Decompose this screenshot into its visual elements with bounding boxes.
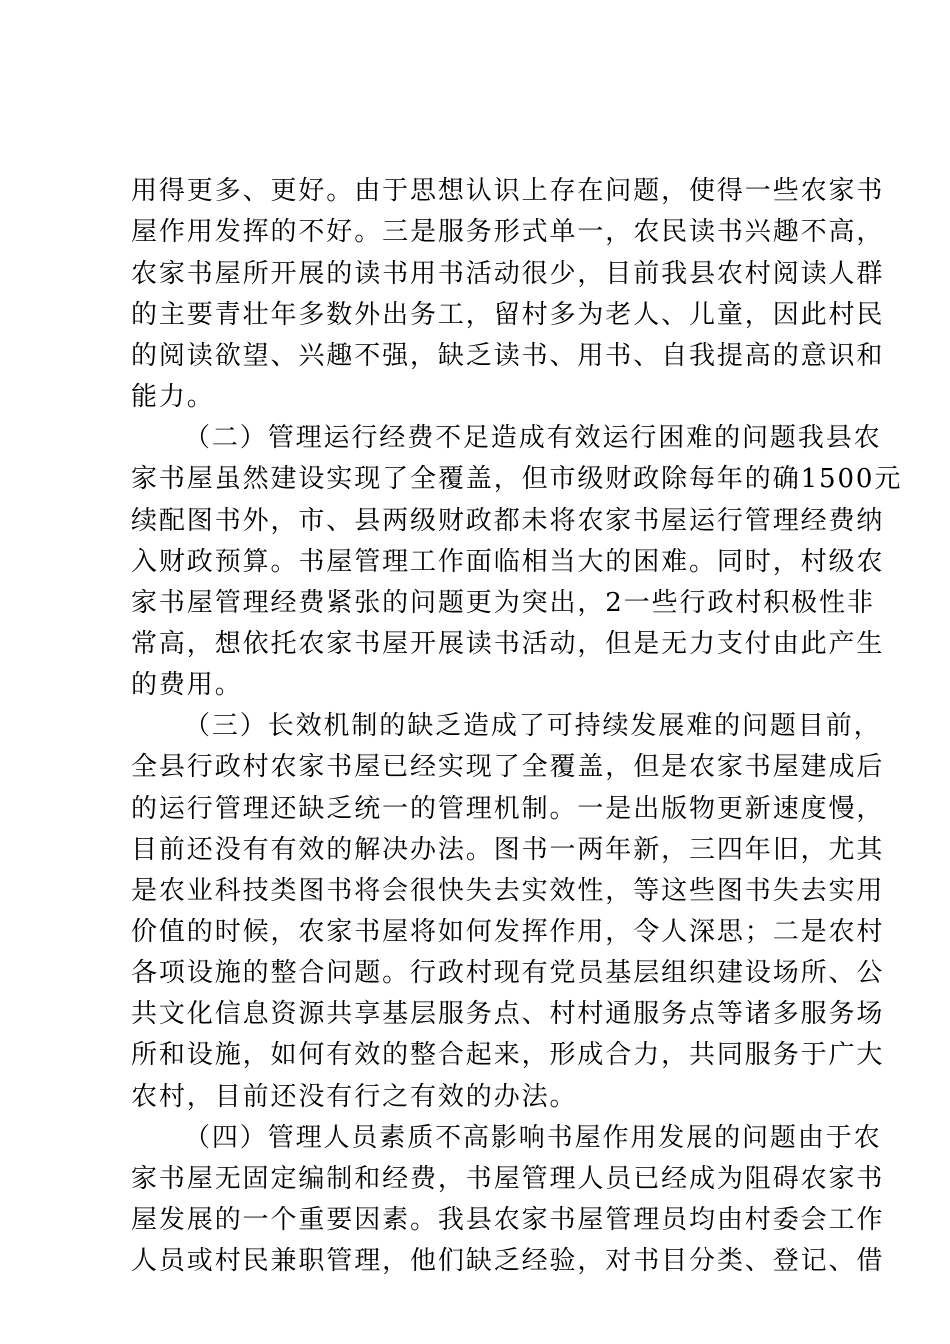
text-line: 是农业科技类图书将会很快失去实效性，等这些图书失去实用 [131,876,885,906]
text-line: 目前还没有有效的解决办法。图书一两年新，三四年旧，尤其 [131,835,885,865]
text-line: 的运行管理还缺乏统一的管理机制。一是出版物更新速度慢， [131,794,885,824]
paragraph-heading-4: （四）管理人员素质不高影响书屋作用发展的问题由于农 [184,1123,882,1153]
text-line: 家书屋无固定编制和经费，书屋管理人员已经成为阻碍农家书 [131,1164,885,1194]
text-line: 入财政预算。书屋管理工作面临相当大的困难。同时，村级农 [131,547,885,577]
paragraph-heading-3: （三）长效机制的缺乏造成了可持续发展难的问题目前， [184,711,882,741]
text-line: 续配图书外，市、县两级财政都未将农家书屋运行管理经费纳 [131,506,885,536]
text-line: 农家书屋所开展的读书用书活动很少，目前我县农村阅读人群 [131,259,885,289]
text-line: 所和设施，如何有效的整合起来，形成合力，共同服务于广大 [131,1040,885,1070]
text-line: 共文化信息资源共享基层服务点、村村通服务点等诸多服务场 [131,999,885,1029]
text-line: 常高，想依托农家书屋开展读书活动，但是无力支付由此产生 [131,629,885,659]
text-line: 的费用。 [131,670,243,700]
text-line: 能力。 [131,382,215,412]
text-line: 家书屋管理经费紧张的问题更为突出，2一些行政村积极性非 [131,588,875,618]
text-line: 屋发展的一个重要因素。我县农家书屋管理员均由村委会工作 [131,1205,885,1235]
text-line: 各项设施的整合问题。行政村现有党员基层组织建设场所、公 [131,958,885,988]
paragraph-heading-2: （二）管理运行经费不足造成有效运行困难的问题我县农 [184,423,882,453]
text-line: 用得更多、更好。由于思想认识上存在问题，使得一些农家书 [131,176,885,206]
text-line: 全县行政村农家书屋已经实现了全覆盖，但是农家书屋建成后 [131,752,885,782]
text-line: 的主要青壮年多数外出务工，留村多为老人、儿童，因此村民 [131,300,885,330]
text-line: 农村，目前还没有行之有效的办法。 [131,1082,578,1112]
text-line: 价值的时候，农家书屋将如何发挥作用，令人深思；二是农村 [131,917,885,947]
text-line: 的阅读欲望、兴趣不强，缺乏读书、用书、自我提高的意识和 [131,341,885,371]
text-line: 屋作用发挥的不好。三是服务形式单一，农民读书兴趣不高， [131,217,885,247]
text-line: 人员或村民兼职管理，他们缺乏经验，对书目分类、登记、借 [131,1246,885,1276]
text-line: 家书屋虽然建设实现了全覆盖，但市级财政除每年的确1500元 [131,464,903,494]
